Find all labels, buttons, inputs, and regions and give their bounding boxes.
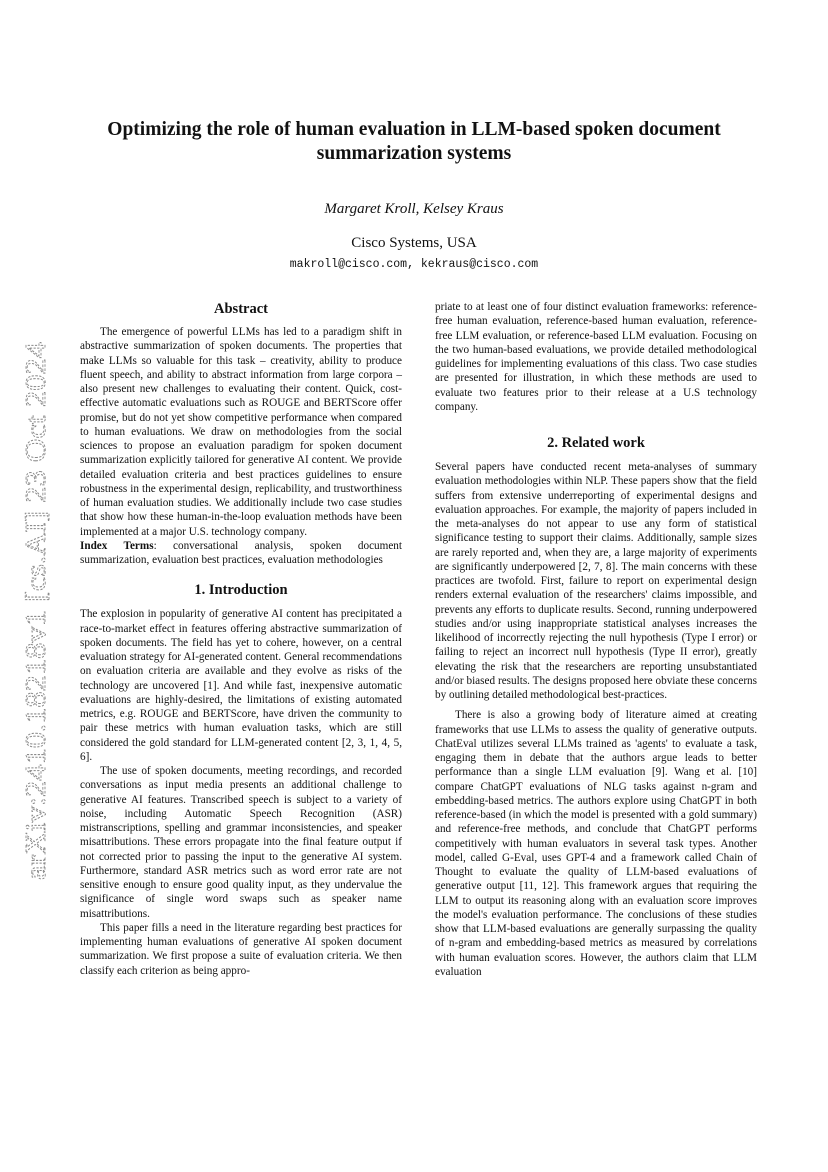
introduction-paragraph-2: The use of spoken documents, meeting recordings, and recorded conversations as input media presents an additional challenge to generative AI features. Transcribed speech is subject to a variety of noise, including Automatic Speech Recognition (ASR) mistranscriptions, spelling and grammar inconsistencies, and speaker misattributions. These errors propagate into the final feature output if not corrected prior to passing the input to the generative AI system. Furthermore, standard ASR metrics such as word error rate are not sensitive enough to ensure good quality input, as they undervalue the significance of single word swaps such as speaker name misattributions. — [80, 765, 402, 920]
related-work-paragraph-2: There is also a growing body of literature aimed at creating frameworks that use LLMs to assess the quality of generative outputs. ChatEval utilizes several LLMs trained as 'agents' to evaluate a task, engaging them in debate that the authors argue leads to better performance than a single LLM evaluation [9]. Wang et al. [10] compare ChatGPT evaluations of NLG tasks against n-gram and embedding-based metrics. The authors explore using ChatGPT in both reference-based (in which the model is presented with a gold summary) and reference-free methods, and conclude that ChatGPT performs competitively with human evaluators in several task types. Another model, called G-Eval, uses GPT-4 and a framework called Chain of Thought to evaluate the quality of LLM-based evaluations of generative output [11, 12]. This framework argues that requiring the LLM to output its reasoning along with an evaluation score improves the model's evaluation performance. The conclusions of these studies show that LLM-based evaluations are generally surpassing the quality of n-gram and embedding-based metrics as measured by correlations with human evaluation scores. However, the authors claim that LLM evaluation — [435, 709, 757, 978]
paper-title: Optimizing the role of human evaluation in LLM-based spoken document summarization systems — [107, 119, 721, 164]
right-column — [435, 300, 757, 979]
affiliation: Cisco Systems, USA — [351, 235, 477, 251]
index-terms-label: Index Terms — [80, 539, 154, 552]
introduction-paragraph-3-continued: priate to at least one of four distinct evaluation frameworks: reference-free human evaluation, reference-based human evaluation, reference-free LLM evaluation, or reference-based LLM evaluation. Focusing on the two human-based evaluations, we provide detailed methodological guidelines for implementing evaluations of this class. Two case studies are presented for illustration, in which these methods are used to evaluate two features prior to their release at a U.S technology company. — [435, 301, 757, 413]
introduction-heading: 1. Introduction — [194, 582, 288, 599]
related-work-heading: 2. Related work — [547, 435, 645, 451]
arxiv-stamp — [20, 342, 52, 880]
introduction-paragraph-1: The explosion in popularity of generative AI content has precipitated a race-to-market effect in features offering abstractive summarization of spoken documents. The field has yet to cohere, however, on a central evaluation strategy for AI-generated content. General recommendations on evaluation criteria are available and they evolve as risks of the technology are uncovered [1]. And while fast, inexpensive automatic evaluations are highly-desired, the limitations of existing automated metrics, e.g. ROUGE and BERTScore, have driven the community to pair these metrics with human evaluation tasks, which are still considered the gold standard for LLM-generated content [2, 3, 1, 4, 5, 6]. — [80, 608, 402, 763]
author-names: Margaret Kroll, Kelsey Kraus — [324, 201, 504, 217]
related-work-paragraph-1: Several papers have conducted recent meta-analyses of summary evaluation methodologies within NLP. These papers show that the field suffers from extensive underreporting of experimental designs and evaluation approaches. For example, the majority of papers included in the meta-analyses do not appear to use any form of statistical significance testing to support their claims. Additionally, sample sizes are rarely reported and, when they are, a large majority of experiments are significantly underpowered [2, 7, 8]. The main concerns with these practices are twofold. First, failure to report on experimental design renders external evaluation of the researchers' claims impossible, and prevents any efforts to duplicate results. Second, running underpowered studies and/or using inappropriate statistical analyses increases the likelihood of incorrectly rejecting the null hypothesis (Type I error) or failing to reject an incorrect null hypothesis (Type II error), greatly elevating the risk that the researchers are reporting unsubstantiated and/or biased results. The designs proposed here obviate these concerns by outlining detailed methodological best-practices. — [435, 461, 757, 701]
index-terms — [80, 539, 402, 568]
introduction-paragraph-3: This paper fills a need in the literature regarding best practices for implementing human evaluations of generative AI spoken document summarization. We first propose a suite of evaluation criteria. We then classify each criterion as being appro- — [80, 921, 402, 977]
author-emails: makroll@cisco.com, kekraus@cisco.com — [289, 258, 539, 271]
left-column — [80, 300, 402, 978]
arxiv-stamp-text: arXiv:2410.18218v1 [cs.AI] 23 Oct 2024 — [21, 416, 52, 880]
index-terms-text: : conversational analysis, spoken document summarization, evaluation best practices, evaluation methodologies — [80, 539, 402, 566]
abstract-heading: Abstract — [214, 301, 268, 317]
abstract-text: The emergence of powerful LLMs has led to a paradigm shift in abstractive summarization of spoken documents. The properties that make LLMs so valuable for this task – creativity, ability to produce fluent speech, and ability to abstract information from large corpora – also present new challenges to evaluating their content. Quick, cost-effective automatic evaluations such as ROUGE and BERTScore offer promise, but do not yet show competitive performance when compared to human evaluations. We draw on methodologies from the social sciences to propose an evaluation paradigm for spoken document summarization explicitly tailored for generative AI content. We provide detailed evaluation criteria and best practices guidelines to ensure robustness in the experimental design, replicability, and trustworthiness of human evaluation studies. We additionally include two case studies that show how these human-in-the-loop evaluation methods have been implemented at a major U.S. technology company. — [80, 326, 402, 538]
